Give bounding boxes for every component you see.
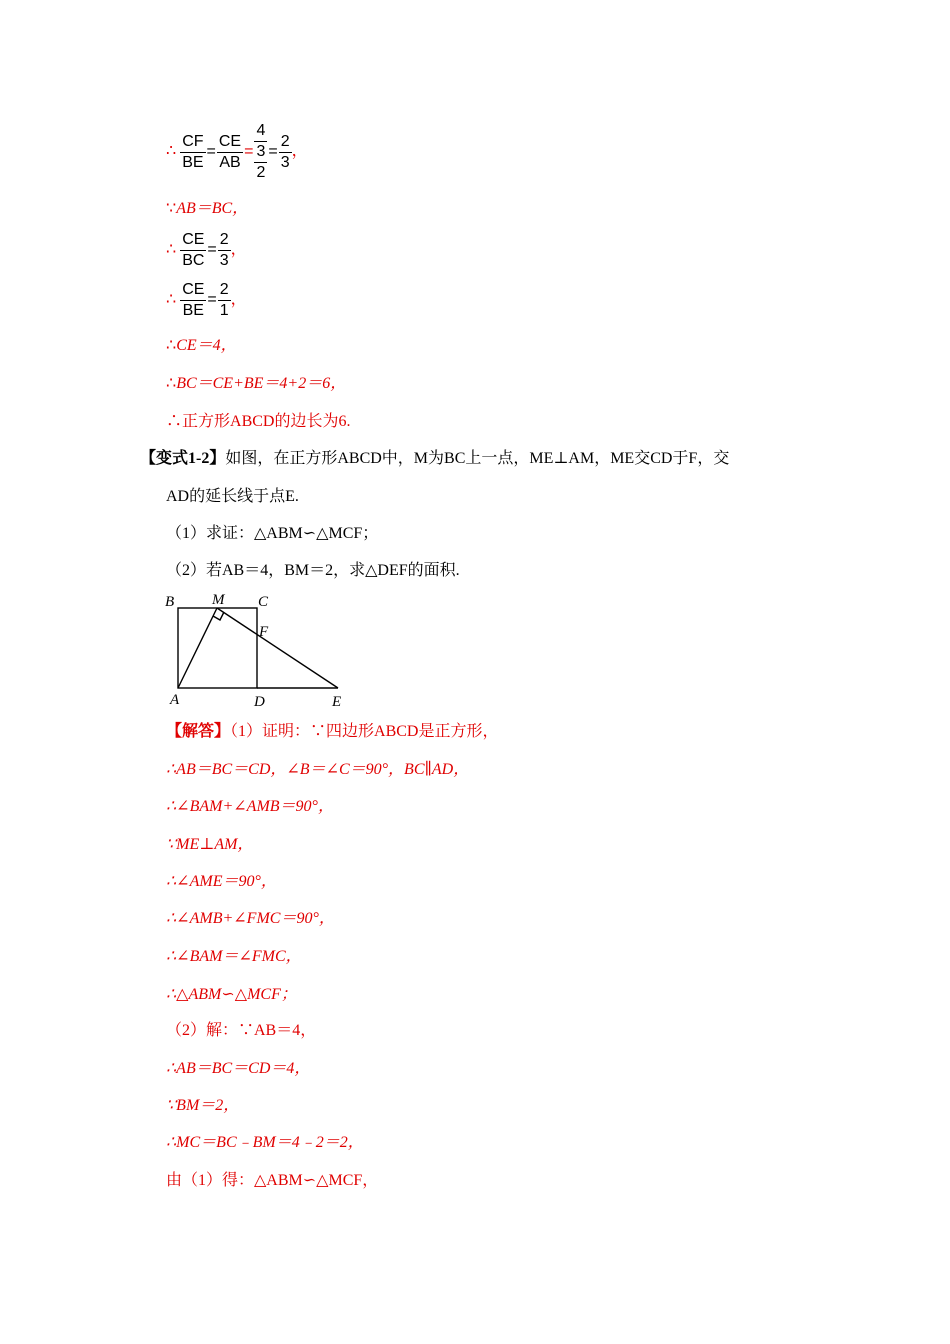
eq-line-3 (166, 230, 247, 271)
equals-sign: = (244, 142, 254, 160)
problem-statement-line-1 (140, 449, 729, 469)
solution-line-8: ∴△ABM∽△MCF； (166, 986, 297, 1003)
solution-line-7: ∴∠BAM＝∠FMC， (166, 948, 302, 965)
fraction-denominator: 3 (280, 153, 290, 171)
comma: ， (230, 241, 247, 259)
fraction-ce-be (180, 280, 206, 321)
problem-text: AD的延长线于点E. (166, 488, 299, 505)
solution-line-11: ∵BM＝2， (166, 1097, 240, 1114)
fraction-numerator: CF (182, 132, 204, 150)
solution-line-3: ∴∠BAM+∠AMB＝90°， (166, 798, 334, 815)
label-e: E (332, 694, 342, 710)
eq-line-5 (166, 336, 237, 356)
fraction-numerator: 2 (219, 281, 229, 298)
fraction-2-3 (279, 132, 292, 173)
therefore-symbol: ∴ (166, 241, 177, 259)
label-m: M (212, 592, 225, 608)
eq-line-7 (166, 412, 350, 432)
fraction-numerator: 2 (280, 132, 290, 150)
solution-line-6: ∴∠AMB+∠FMC＝90°， (166, 910, 335, 927)
statement-text: 正方形ABCD的边长为6. (182, 413, 351, 430)
fraction-denominator: BE (182, 153, 204, 171)
fraction-denominator: AB (217, 152, 243, 173)
therefore-symbol: ∴ (166, 337, 177, 354)
fraction-denominator: 2 (256, 164, 266, 181)
complex-fraction (254, 121, 267, 183)
solution-line-5: ∴∠AME＝90°， (166, 873, 277, 890)
equals-sign: = (206, 142, 216, 160)
solution-line-2: ∴AB＝BC＝CD，∠B＝∠C＝90°，BC∥AD， (166, 761, 470, 778)
solution-text: （1）证明：∵四边形ABCD是正方形， (230, 723, 499, 740)
label-f: F (259, 624, 269, 640)
comma: ， (230, 291, 247, 309)
segment-am (178, 608, 217, 688)
eq-line-1 (166, 121, 308, 183)
fraction-ce-bc (180, 230, 206, 271)
solution-line-1 (166, 722, 498, 742)
eq-line-6 (166, 374, 346, 394)
problem-tag: 【变式1-2】 (140, 450, 226, 467)
fraction-numerator: 2 (219, 231, 229, 248)
fraction-cf-be (180, 132, 205, 173)
complex-fraction-numerator (254, 121, 267, 162)
equals-sign: = (268, 142, 278, 160)
statement-text: CE＝4， (176, 337, 237, 354)
comma: ， (291, 142, 308, 160)
solution-line-12: ∴MC＝BC﹣BM＝4﹣2＝2， (166, 1134, 364, 1151)
fraction-numerator: CE (218, 132, 242, 150)
question-1 (166, 524, 378, 544)
question-text: （2）若AB＝4，BM＝2，求△DEF的面积. (166, 562, 460, 579)
segment-me (217, 608, 338, 688)
because-symbol: ∵ (166, 200, 177, 217)
fraction-numerator: CE (182, 281, 205, 298)
equals-sign: = (207, 241, 217, 259)
inner-fraction (254, 121, 267, 162)
fraction-denominator: 3 (219, 252, 229, 269)
fraction-denominator: BE (180, 300, 206, 321)
label-d: D (254, 694, 265, 710)
eq-line-2 (166, 199, 248, 219)
fraction-ratio (218, 230, 231, 271)
fraction-numerator: 4 (256, 122, 266, 139)
solution-line-4: ∵ME⊥AM， (166, 836, 254, 853)
statement-text: AB＝BC， (176, 200, 249, 217)
solution-line-9: （2）解：∵AB＝4， (166, 1022, 317, 1039)
solution-tag: 【解答】 (166, 723, 231, 740)
solution-line-13: 由（1）得：△ABM∽△MCF， (166, 1172, 379, 1189)
fraction-denominator: BC (182, 252, 205, 269)
equals-sign: = (207, 291, 217, 309)
label-c: C (258, 594, 269, 610)
therefore-symbol: ∴ (166, 413, 183, 430)
question-2 (166, 561, 460, 581)
statement-text: BC＝CE+BE＝4+2＝6， (176, 375, 347, 392)
therefore-symbol: ∴ (166, 375, 177, 392)
fraction-ratio (218, 280, 231, 321)
therefore-symbol: ∴ (166, 291, 177, 309)
fraction-denominator: 3 (256, 143, 266, 160)
problem-statement-line-2 (166, 487, 299, 507)
problem-text: 如图，在正方形ABCD中，M为BC上一点，ME⊥AM，ME交CD于F，交 (225, 450, 730, 467)
fraction-numerator: CE (182, 231, 205, 248)
eq-line-4 (166, 280, 247, 321)
square-abcd (178, 608, 257, 688)
question-text: （1）求证：△ABM∽△MCF； (166, 525, 379, 542)
solution-line-10: ∴AB＝BC＝CD＝4， (166, 1060, 311, 1077)
therefore-symbol: ∴ (166, 142, 177, 160)
fraction-denominator: 1 (219, 302, 229, 319)
geometry-figure (160, 588, 360, 713)
fraction-ce-ab (217, 132, 243, 173)
label-a: A (170, 692, 180, 708)
label-b: B (165, 594, 175, 610)
